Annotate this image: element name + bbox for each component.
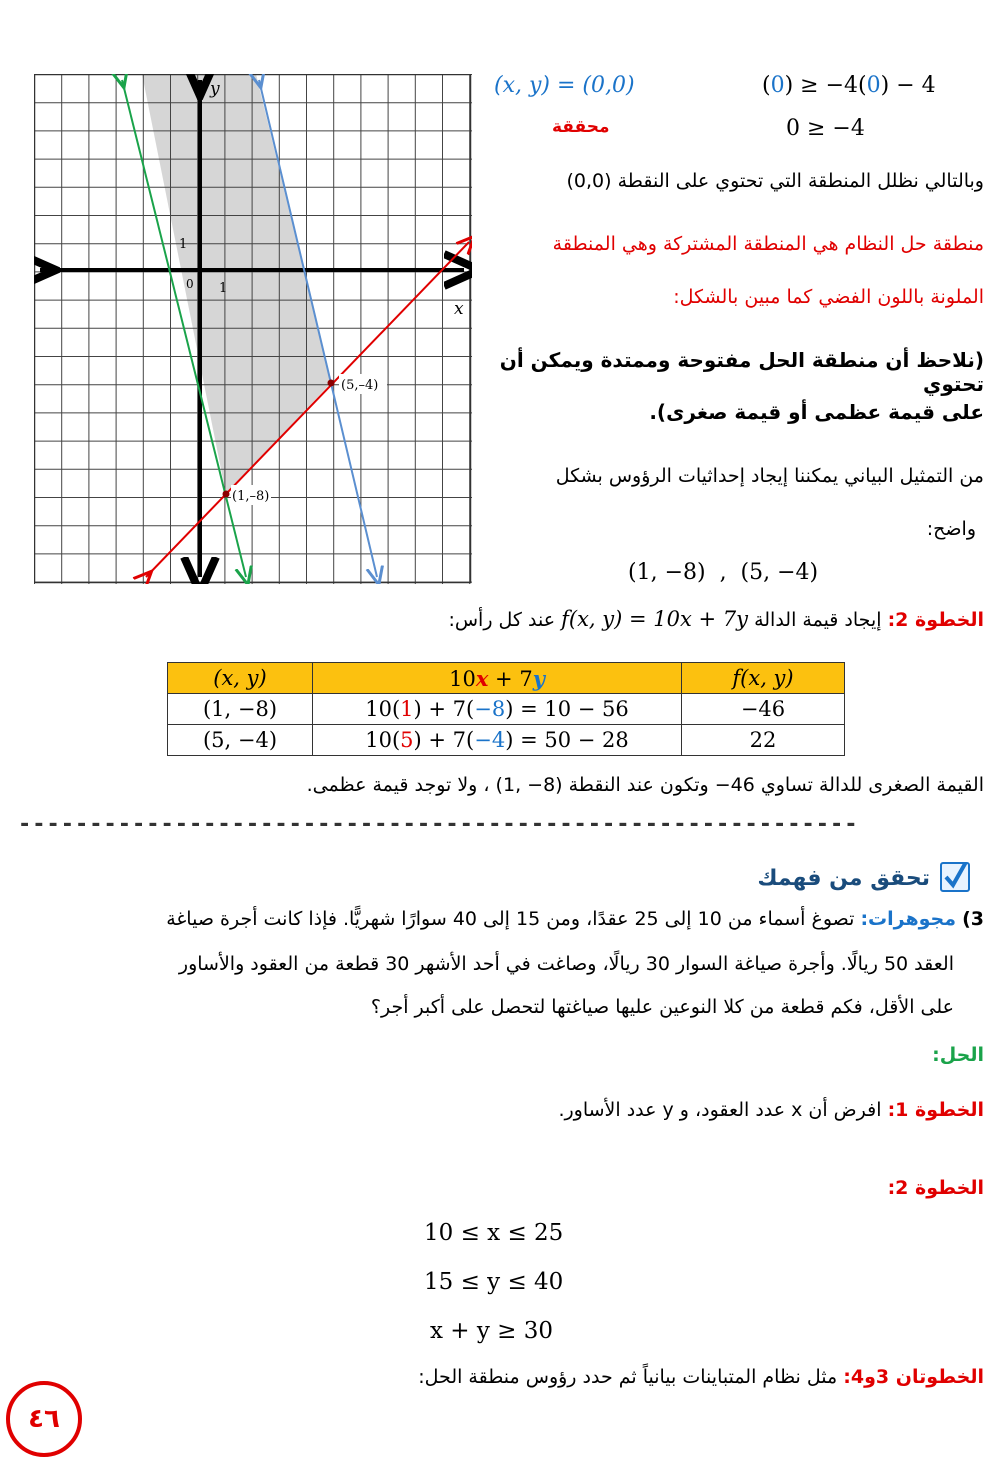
coordinate-graph xyxy=(34,74,472,584)
test-result: 0 ≥ −4 xyxy=(786,116,865,141)
step2-label: الخطوة 2: xyxy=(887,609,984,631)
problem-number: 3) xyxy=(962,908,984,930)
step1-text: افرض أن x عدد العقود، و y عدد الأساور. xyxy=(558,1099,882,1121)
vertex-point-5-4 xyxy=(328,380,335,387)
step34-label: الخطوتان 3و4: xyxy=(843,1366,984,1388)
step2-line xyxy=(344,607,984,631)
inequality-1: 10 ≤ x ≤ 25 xyxy=(424,1220,564,1246)
table-header-expression: 10x + 7y xyxy=(313,663,682,694)
region-text-line2: الملونة باللون الفضي كما مبين بالشكل: xyxy=(673,286,984,308)
problem-label: مجوهرات: xyxy=(860,908,957,930)
y-axis-label: y xyxy=(210,79,220,99)
table-row xyxy=(168,725,845,756)
step2-text-after: عند كل رأس: xyxy=(448,609,556,631)
step2-text-before: إيجاد قيمة الدالة xyxy=(754,609,882,631)
table-cell-point: (1, −8) xyxy=(168,694,313,725)
step34-line xyxy=(284,1366,984,1388)
region-text-line1: منطقة حل النظام هي المنطقة المشتركة وهي المنطقة xyxy=(552,233,984,255)
problem-line1 xyxy=(24,908,984,930)
solution-label: الحل: xyxy=(932,1044,984,1066)
problem-line3: على الأقل، فكم قطعة من كلا النوعين عليها صياغتها لتحصل على أكبر أجر؟ xyxy=(370,996,954,1018)
table-cell-value: 22 xyxy=(682,725,845,756)
x-axis-label: x xyxy=(454,299,464,319)
inequality-2: 15 ≤ y ≤ 40 xyxy=(424,1269,564,1295)
tick-one-y: 1 xyxy=(179,237,188,252)
table-header-point: (x, y) xyxy=(168,663,313,694)
point-label-5-4: (5,–4) xyxy=(341,378,379,393)
evaluation-table xyxy=(167,662,845,756)
step2b-label: الخطوة 2: xyxy=(887,1177,984,1199)
origin-label: 0 xyxy=(186,277,194,291)
step34-text: مثل نظام المتباينات بيانياً ثم حدد رؤوس منطقة الحل: xyxy=(418,1366,838,1388)
table-cell-point: (5, −4) xyxy=(168,725,313,756)
section-divider: ----------------------------------------------------------- xyxy=(18,812,859,837)
checkmark-icon xyxy=(940,862,970,892)
note-line2: على قيمة عظمى أو قيمة صغرى). xyxy=(649,400,984,424)
table-row xyxy=(168,694,845,725)
vertices-text-line1: من التمثيل البياني يمكننا إيجاد إحداثيات الرؤوس بشكل xyxy=(555,465,984,487)
step1-line xyxy=(284,1099,984,1121)
table-header-function: f(x, y) xyxy=(682,663,845,694)
table-cell-expression: 10(1) + 7(−8) = 10 − 56 xyxy=(313,694,682,725)
verdict-label: محققة xyxy=(552,117,610,137)
point-label-1-8: (1,–8) xyxy=(232,489,270,504)
test-point: (x, y) = (0,0) xyxy=(494,73,635,98)
table-cell-value: −46 xyxy=(682,694,845,725)
check-title: تحقق من فهمك xyxy=(757,866,930,891)
inequality-3: x + y ≥ 30 xyxy=(430,1318,554,1344)
step1-label: الخطوة 1: xyxy=(887,1099,984,1121)
problem-line2: العقد 50 ريالًا. وأجرة صياغة السوار 30 ريالًا، وصاغت في أحد الأشهر 30 قطعة من العقود والأساور xyxy=(178,953,954,975)
problem-text-line1: تصوغ أسماء من 10 إلى 25 عقدًا، ومن 15 إلى 40 سوارًا شهريًّا. فإذا كانت أجرة صياغة xyxy=(166,908,855,930)
table-header-row xyxy=(168,663,845,694)
shade-text: وبالتالي نظلل المنطقة التي تحتوي على النقطة (0,0) xyxy=(566,170,984,192)
vertices-list: (1, −8) , (5, −4) xyxy=(628,560,819,585)
test-substitution: (0) ≥ −4(0) − 4 xyxy=(762,73,936,98)
note-line1: (نلاحظ أن منطقة الحل مفتوحة وممتدة ويمكن أن تحتوي xyxy=(499,348,984,396)
vertex-point-1-8 xyxy=(223,491,230,498)
table-cell-expression: 10(5) + 7(−4) = 50 − 28 xyxy=(313,725,682,756)
conclusion-text: القيمة الصغرى للدالة تساوي 46− وتكون عند النقطة (8− ,1) ، ولا توجد قيمة عظمى. xyxy=(306,774,984,796)
step2-function: f(x, y) = 10x + 7y xyxy=(561,607,749,631)
page-number: ٤٦ xyxy=(6,1381,82,1457)
tick-one-x: 1 xyxy=(219,281,228,296)
vertices-text-line2: واضح: xyxy=(926,518,976,540)
